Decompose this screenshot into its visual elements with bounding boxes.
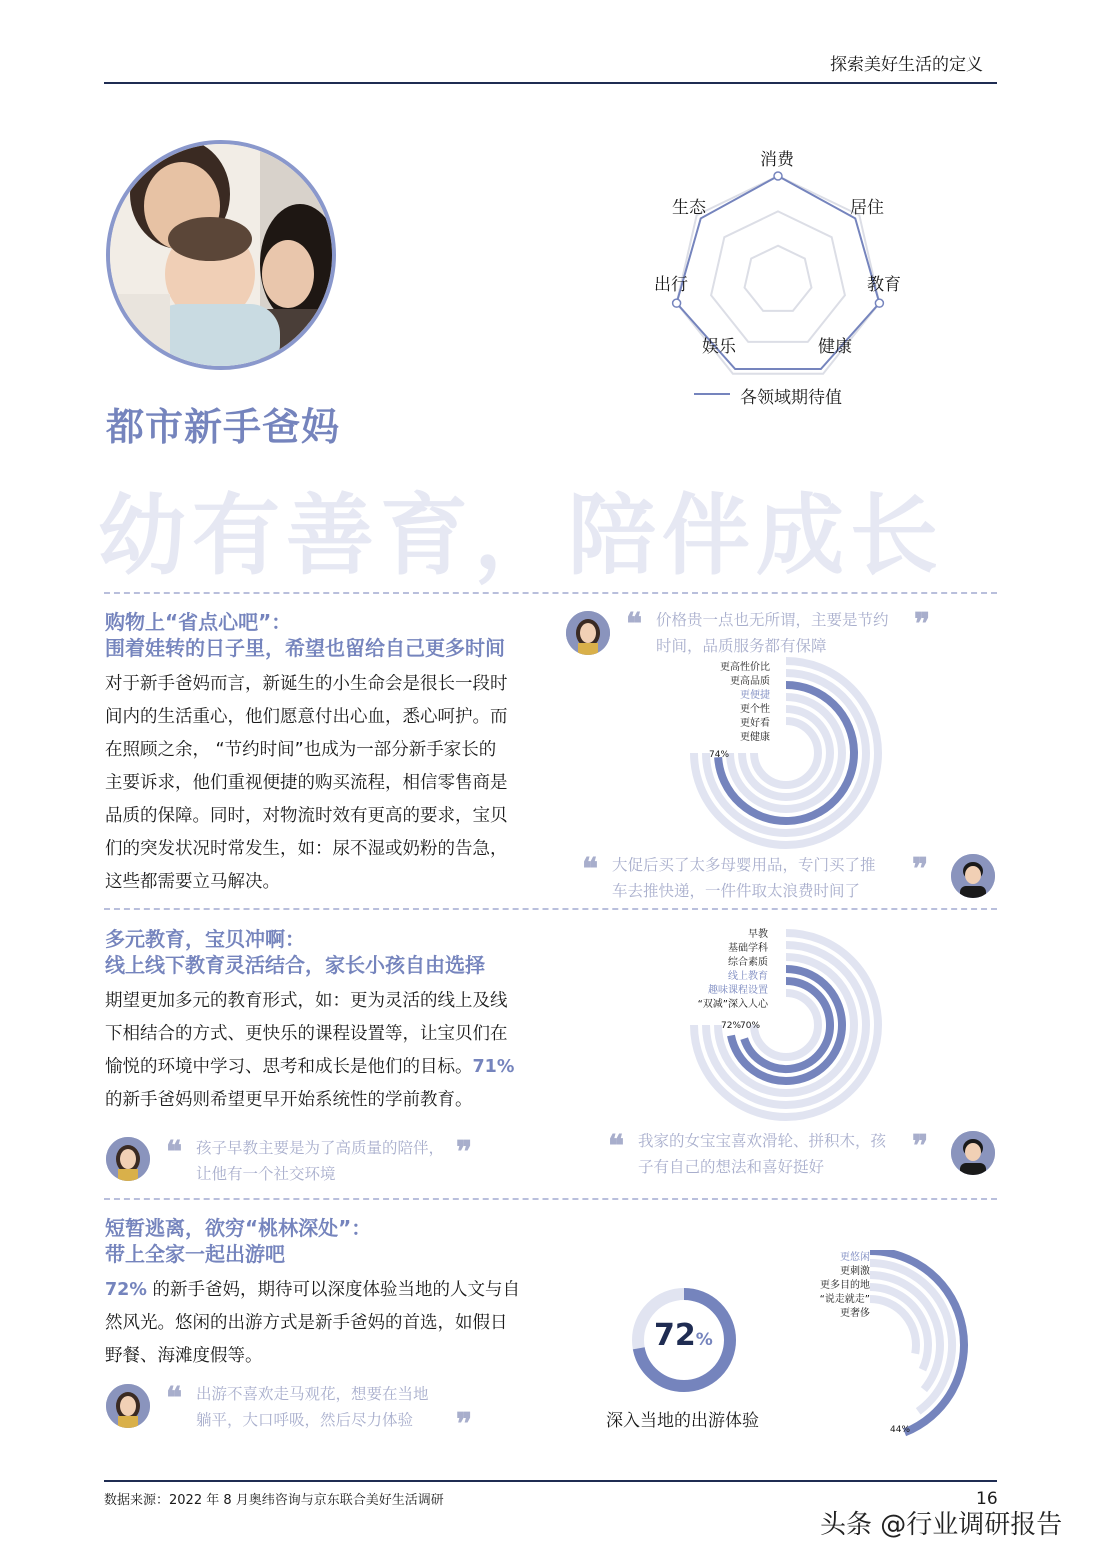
sec3-title-2: 带上全家一起出游吧 xyxy=(105,1242,285,1266)
radar-label-travel: 出行 xyxy=(654,275,688,295)
sec2-quote2 xyxy=(638,1128,886,1180)
rc3-value-label: 44% xyxy=(890,1425,911,1435)
avatar-female xyxy=(106,1137,150,1181)
quote-line: 价格贵一点也无所谓，主要是节约 xyxy=(656,611,889,629)
page-title: 都市新手爸妈 xyxy=(106,405,341,449)
avatar-male xyxy=(951,854,995,898)
quote-line: 子有自己的想法和喜好挺好 xyxy=(638,1158,825,1176)
sec2-quote1 xyxy=(196,1135,444,1187)
radial-category-label: 更好看 xyxy=(740,718,770,729)
sec1-body xyxy=(105,668,555,899)
radial-category-label: 更刺激 xyxy=(840,1266,870,1277)
quote-close-icon: ❞ xyxy=(456,1407,473,1442)
radial-category-label: 更健康 xyxy=(740,732,770,743)
quote-close-icon: ❞ xyxy=(912,1129,929,1164)
radial-category-label: 趣味课程设置 xyxy=(708,985,768,996)
radial-chart-travel xyxy=(870,1250,980,1440)
quote-line: 让他有一个社交环境 xyxy=(196,1165,336,1183)
radar-point xyxy=(875,299,883,307)
sec2-title-2: 线上线下教育灵活结合，家长小孩自由选择 xyxy=(105,953,485,977)
donut-value xyxy=(654,1318,713,1353)
radar-grid-ring xyxy=(745,246,812,311)
data-source: 数据来源：2022 年 8 月奥纬咨询与京东联合美好生活调研 xyxy=(104,1493,444,1508)
quote-open-icon: ❝ xyxy=(166,1135,183,1170)
sec2-body-line: 下相结合的方式、更快乐的课程设置等，让宝贝们在 xyxy=(105,1024,508,1044)
sec1-body-line: 对于新手爸妈而言，新诞生的小生命会是很长一段时 xyxy=(105,674,508,694)
radar-grid-ring xyxy=(711,211,845,341)
legend-line xyxy=(694,393,730,395)
sec1-title-2: 围着娃转的日子里，希望也留给自己更多时间 xyxy=(105,636,505,660)
header-title: 探索美好生活的定义 xyxy=(830,55,983,75)
sec1-quote2 xyxy=(612,852,876,904)
radial-category-label: 更奢侈 xyxy=(840,1308,870,1319)
quote-open-icon: ❝ xyxy=(626,607,643,642)
sec3-title-1: 短暂逃离，欲穷“桃林深处”： xyxy=(105,1216,372,1240)
quote-open-icon: ❝ xyxy=(582,852,599,887)
sec1-body-line: 这些都需要立马解决。 xyxy=(105,872,280,892)
quote-line: 孩子早教主要是为了高质量的陪伴， xyxy=(196,1139,445,1157)
sec3-body-line: 野餐、海滩度假等。 xyxy=(105,1346,263,1366)
sec1-body-line: 主要诉求，他们重视便捷的购买流程，相信零售商是 xyxy=(105,773,508,793)
divider-3 xyxy=(104,1198,997,1200)
radial-category-label: 更多目的地 xyxy=(820,1280,870,1291)
sec1-body-line: 间内的生活重心，他们愿意付出心血，悉心呵护。而 xyxy=(105,707,508,727)
sec3-highlight: 72% xyxy=(105,1280,147,1300)
sec3-quote xyxy=(196,1381,429,1433)
quote-open-icon: ❝ xyxy=(608,1129,625,1164)
radar-legend: 各领域期待值 xyxy=(740,388,842,408)
quote-close-icon: ❞ xyxy=(456,1135,473,1170)
radial-category-label: 综合素质 xyxy=(728,957,768,968)
header-rule xyxy=(104,82,997,84)
rc2-value-label-2: 70% xyxy=(740,1021,761,1031)
watermark: 头条 @行业调研报告 xyxy=(820,1510,1063,1540)
radar-label-living: 居住 xyxy=(850,198,884,218)
radial-category-label: 更便捷 xyxy=(740,690,770,701)
quote-line: 我家的女宝宝喜欢滑轮、拼积木，孩 xyxy=(638,1132,887,1150)
rc3-labels xyxy=(786,1251,870,1321)
sec2-body xyxy=(105,985,555,1117)
family-photo xyxy=(106,140,336,370)
radar-label-entertainment: 娱乐 xyxy=(702,337,736,357)
rc2-value-label-1: 72% xyxy=(721,1021,742,1031)
sec2-body-line: 的新手爸妈则希望更早开始系统性的学前教育。 xyxy=(105,1090,473,1110)
sec3-body-line: 的新手爸妈，期待可以深度体验当地的人文与自 xyxy=(152,1280,520,1300)
sec1-body-line: 在照顾之余， “节约时间”也成为一部分新手家长的 xyxy=(105,740,497,760)
sec3-body-line: 然风光。悠闲的出游方式是新手爸妈的首选，如假日 xyxy=(105,1313,508,1333)
rc1-value-label: 74% xyxy=(709,750,730,760)
avatar-female xyxy=(106,1384,150,1428)
sec1-quote1 xyxy=(656,607,889,659)
page-number: 16 xyxy=(976,1489,998,1509)
quote-line: 大促后买了太多母婴用品，专门买了推 xyxy=(612,856,876,874)
divider-2 xyxy=(104,908,997,910)
donut-label: 深入当地的出游体验 xyxy=(606,1411,759,1431)
quote-open-icon: ❝ xyxy=(166,1381,183,1416)
radar-label-consume: 消费 xyxy=(760,150,794,170)
quote-close-icon: ❞ xyxy=(912,852,929,887)
radial-category-label: 线上教育 xyxy=(728,971,768,982)
quote-line: 车去推快递，一件件取太浪费时间了 xyxy=(612,882,861,900)
sec2-highlight: 71% xyxy=(472,1057,515,1077)
radar-label-education: 教育 xyxy=(867,275,901,295)
sec3-body xyxy=(105,1274,555,1373)
sec2-title-1: 多元教育，宝贝冲啊： xyxy=(105,927,305,951)
radial-category-label: 更悠闲 xyxy=(840,1252,870,1263)
donut-number: 72 xyxy=(654,1318,696,1353)
footer-rule xyxy=(104,1480,997,1482)
radial-category-label: 更高性价比 xyxy=(720,662,770,673)
radial-category-label: 更高品质 xyxy=(730,676,770,687)
radar-label-health: 健康 xyxy=(818,337,852,357)
radial-category-label: “说走就走” xyxy=(819,1294,870,1305)
background-slogan: 幼有善育，陪伴成长 xyxy=(98,484,945,587)
sec1-body-line: 们的突发状况时常发生，如：尿不湿或奶粉的告急， xyxy=(105,839,508,859)
sec1-title-1: 购物上“省点心吧”： xyxy=(105,610,292,634)
radar-point xyxy=(673,299,681,307)
quote-close-icon: ❞ xyxy=(914,607,931,642)
rc2-labels xyxy=(660,928,768,1012)
quote-line: 出游不喜欢走马观花，想要在当地 xyxy=(196,1385,429,1403)
sec1-body-line: 品质的保障。同时，对物流时效有更高的要求，宝贝 xyxy=(105,806,508,826)
radial-category-label: 早教 xyxy=(748,929,768,940)
sec2-body-line: 愉悦的环境中学习、思考和成长是他们的目标。 xyxy=(105,1057,473,1077)
quote-line: 躺平，大口呼吸，然后尽力体验 xyxy=(196,1411,414,1429)
rc1-labels xyxy=(680,661,770,745)
radial-category-label: 基础学科 xyxy=(728,943,768,954)
radial-category-label: “双减”深入人心 xyxy=(697,999,768,1010)
radial-category-label: 更个性 xyxy=(740,704,770,715)
quote-line: 时间，品质服务都有保障 xyxy=(656,637,827,655)
avatar-male xyxy=(951,1131,995,1175)
sec2-body-line: 期望更加多元的教育形式，如：更为灵活的线上及线 xyxy=(105,991,508,1011)
avatar-female xyxy=(566,611,610,655)
radar-point xyxy=(774,172,782,180)
radar-label-ecology: 生态 xyxy=(672,198,706,218)
divider-1 xyxy=(104,592,997,594)
donut-unit: % xyxy=(695,1330,713,1350)
